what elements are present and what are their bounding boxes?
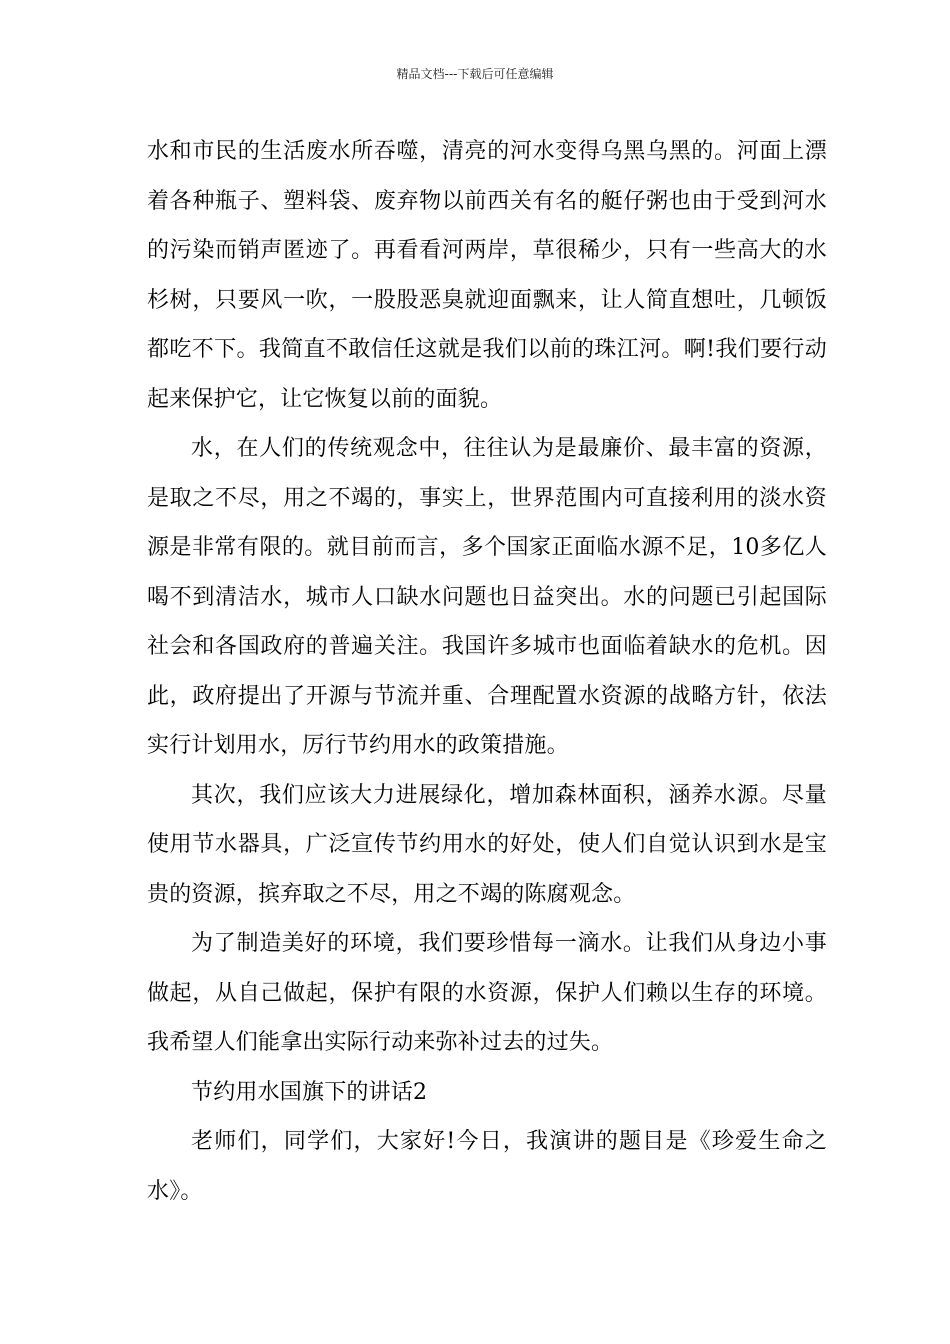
- section-heading: 节约用水国旗下的讲话2: [191, 1079, 428, 1105]
- paragraph-speech-opening: 老师们，同学们，大家好!今日，我演讲的题目是《珍爱生命之水》。: [147, 1129, 827, 1204]
- paragraph-cherish-water: 为了制造美好的环境，我们要珍惜每一滴水。让我们从身边小事做起，从自己做起，保护有限的水资源，保护人们赖以生存的环境。我希望人们能拿出实际行动来弥补过去的过失。: [147, 931, 827, 1055]
- document-body: [147, 127, 827, 1216]
- paragraph-greening: 其次，我们应该大力进展绿化，增加森林面积，涵养水源。尽量使用节水器具，广泛宣传节约用水的好处，使人们自觉认识到水是宝贵的资源，摈弃取之不尽，用之不竭的陈腐观念。: [147, 782, 827, 907]
- page-header-note: 精品文档---下载后可任意编辑: [396, 67, 554, 81]
- paragraph-water-resources: 水，在人们的传统观念中，往往认为是最廉价、最丰富的资源，是取之不尽，用之不竭的，事实上，世界范围内可直接利用的淡水资源是非常有限的。就目前而言，多个国家正面临水源不足，10多亿人喝不到清洁水，城市人口缺水问题也日益突出。水的问题已引起国际社会和各国政府的普遍关注。我国许多城市也面临着缺水的危机。因此，政府提出了开源与节流并重、合理配置水资源的战略方针，依法实行计划用水，厉行节约用水的政策措施。: [147, 436, 827, 758]
- paragraph-continuation: 水和市民的生活废水所吞噬，清亮的河水变得乌黑乌黑的。河面上漂着各种瓶子、塑料袋、废弃物以前西关有名的艇仔粥也由于受到河水的污染而销声匿迹了。再看看河两岸，草很稀少，只有一些高大的水杉树，只要风一吹，一股股恶臭就迎面飘来，让人简直想吐，几顿饭都吃不下。我简直不敢信任这就是我们以前的珠江河。啊!我们要行动起来保护它，让它恢复以前的面貌。: [147, 139, 827, 412]
